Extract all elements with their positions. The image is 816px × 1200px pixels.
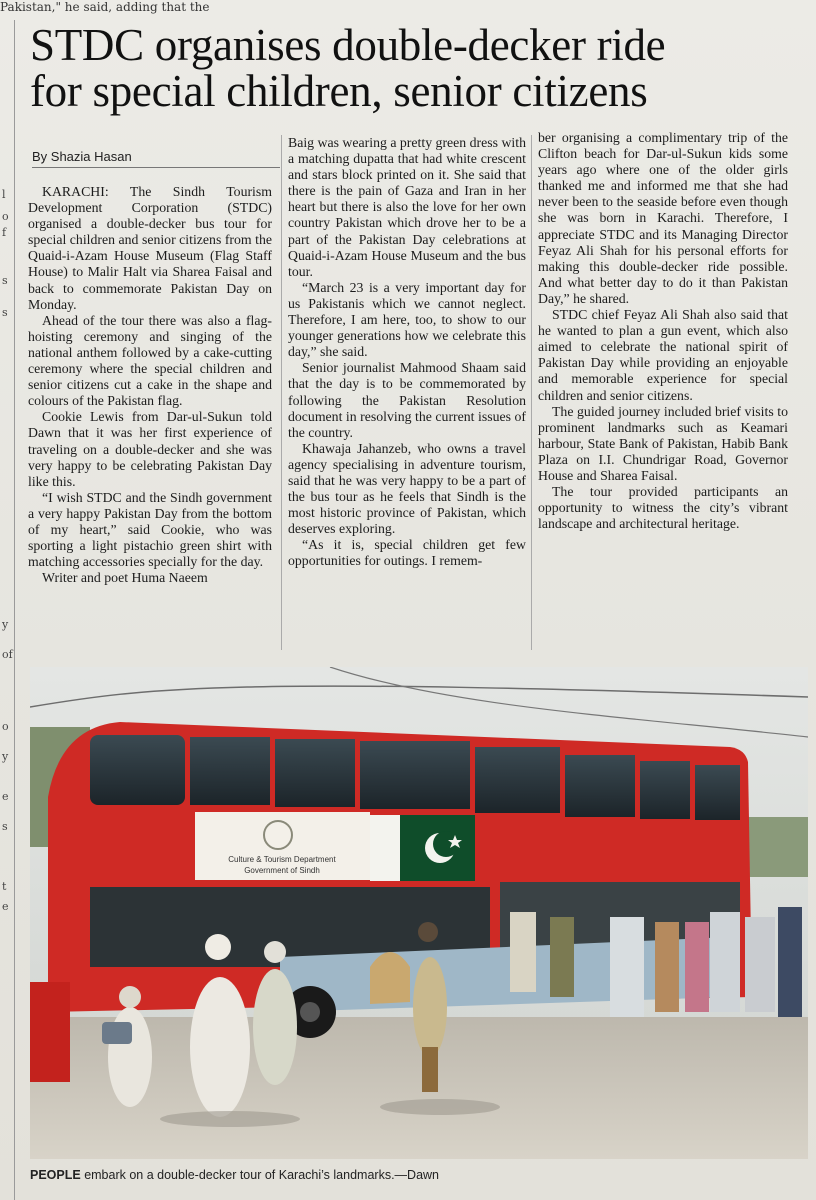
paragraph: Ahead of the tour there was also a flag-hoisting ceremony and singing of the national anthem followed by a cake-cutting ceremony where the special children and senior citizens cut a cake in the shape and colours of the Pakistan flag. [28, 312, 272, 409]
paragraph: Cookie Lewis from Dar-ul-Sukun told Dawn that it was her first experience of traveling on a double-decker and she was very happy to be celebrating Pakistan Day like this. [28, 409, 272, 489]
flag-white-band [370, 815, 400, 881]
caption-lead: PEOPLE [30, 1168, 81, 1182]
paragraph: The guided journey included brief visits to prominent landmarks such as Keamari harbour, State Bank of Pakistan, Habib Bank Plaza on I.I. Chundrigar Road, Governor House and Sharea Faisal. [538, 403, 788, 483]
bus-banner-line-2: Government of Sindh [244, 866, 320, 875]
bus-banner-line-1: Culture & Tourism Department [228, 855, 336, 864]
column-divider [281, 135, 282, 650]
article-column-1 [28, 184, 272, 586]
paragraph: Khawaja Jahanzeb, who owns a travel agency specialising in adventure tourism, said that he was very happy to be a part of the bus tour as he feels that Sindh is the most historic province of Pakistan, which deserves exploring. [288, 440, 526, 537]
news-photo [30, 667, 808, 1159]
paragraph: “I wish STDC and the Sindh government a very happy Pakistan Day from the bottom of my heart,” said Cookie, who was sporting a light pistachio green shirt with matching accessories specially for the day. [28, 489, 272, 570]
byline: By Shazia Hasan [32, 149, 280, 168]
article-headline [30, 22, 790, 114]
paragraph: “March 23 is a very important day for us Pakistanis which we cannot neglect. Therefore, I am here, too, to show to our younger generations how we celebrate this day,” she said. [288, 279, 526, 360]
double-decker-bus-photo [30, 667, 808, 1159]
column-divider [531, 135, 532, 650]
photo-caption [30, 1168, 630, 1182]
left-column-edge: l o f s s y of o y e s t e [0, 20, 15, 1200]
caption-text: embark on a double-decker tour of Karachi’s landmarks.—Dawn [80, 1168, 439, 1182]
paragraph: Baig was wearing a pretty green dress with a matching dupatta that had white crescent and stars block printed on it. She said that there is the pain of Gaza and Iran in her heart but there is also the love for her own country Pakistan which drove her to be a part of the Pakistan Day celebrations at Quaid-i-Azam House Museum and the bus tour. [288, 135, 526, 279]
paragraph: “As it is, special children get few opportunities for outings. I remem- [288, 537, 526, 569]
article-column-2 [288, 135, 526, 570]
headline-line-2: for special children, senior citizens [30, 66, 648, 116]
paragraph: Writer and poet Huma Naeem [42, 570, 208, 586]
previous-article-fragment: Pakistan," he said, adding that the [0, 0, 210, 14]
paragraph: STDC chief Feyaz Ali Shah also said that he wanted to plan a gun event, which also aimed to celebrate the national spirit of Pakistan Day while providing an enjoyable and memorable experience for special children and senior citizens. [538, 307, 788, 403]
paragraph: Senior journalist Mahmood Shaam said that the day is to be commemorated by following the Pakistan Resolution document in resolving the current issues of the country. [288, 360, 526, 440]
article-column-3 [538, 130, 788, 532]
headline-line-1: STDC organises double-decker ride [30, 20, 666, 70]
paragraph: ber organising a complimentary trip of the Clifton beach for Dar-ul-Sukun kids some years ago where one of the older girls thanked me and informed me that she had never been to the seaside before even though she was born in Karachi. Therefore, I appreciate STDC and its Managing Director Feyaz Ali Shah for his personal efforts for making this double-decker ride possible. And what better day to do it than Pakistan Day,” he shared. [538, 130, 788, 306]
paragraph: The tour provided participants an opportunity to witness the city’s vibrant landscape and architectural heritage. [538, 484, 788, 532]
paragraph: KARACHI: The Sindh Tourism Development Corporation (STDC) organised a double-decker bus tour for special children and senior citizens from the Quaid-i-Azam House Museum (Flag Staff House) to Malir Halt via Sharea Faisal and back to commemorate Pakistan Day on Monday. [28, 184, 272, 312]
